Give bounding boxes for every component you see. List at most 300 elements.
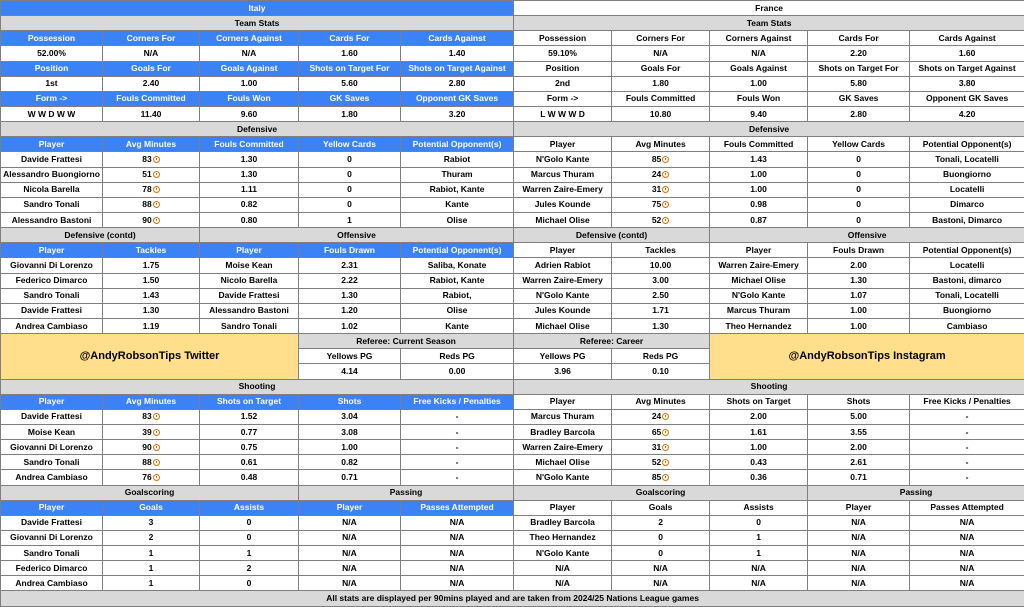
cell-text: Locatelli bbox=[950, 260, 984, 270]
cell-text: Cambiaso bbox=[947, 321, 988, 331]
avg-minutes bbox=[612, 197, 710, 212]
opponent bbox=[401, 152, 514, 167]
cell-text: Offensive bbox=[337, 230, 376, 240]
stopwatch-icon bbox=[153, 217, 160, 224]
cell-text: 1.60 bbox=[959, 48, 976, 58]
stat-value bbox=[200, 455, 299, 470]
cell-text: 5.80 bbox=[850, 78, 867, 88]
cell-text: N/A bbox=[851, 532, 866, 542]
cell-text: 85 bbox=[652, 154, 661, 164]
cell-text: Sandro Tonali bbox=[23, 548, 79, 558]
player-name bbox=[514, 318, 612, 333]
stat-value bbox=[808, 273, 910, 288]
stopwatch-icon bbox=[153, 474, 160, 481]
cell-text: 2.00 bbox=[750, 411, 767, 421]
cell-text: 4.20 bbox=[959, 109, 976, 119]
stopwatch-icon bbox=[153, 201, 160, 208]
cell-text: 9.40 bbox=[750, 109, 767, 119]
cell-text: 78 bbox=[142, 184, 151, 194]
cell-text: 0.87 bbox=[750, 215, 767, 225]
player-name bbox=[514, 576, 612, 591]
stat-value bbox=[910, 561, 1024, 576]
stat-value bbox=[401, 424, 514, 439]
cell-text: Goalscoring bbox=[636, 487, 686, 497]
table-row bbox=[1, 167, 1024, 182]
column-header bbox=[200, 91, 299, 106]
cell-text: 1.43 bbox=[750, 154, 767, 164]
cell-text: 0 bbox=[247, 532, 252, 542]
column-header bbox=[710, 61, 808, 76]
stat-value bbox=[299, 167, 401, 182]
player-name bbox=[514, 258, 612, 273]
stopwatch-icon bbox=[662, 413, 669, 420]
stat-value bbox=[401, 364, 514, 379]
cell-text: 1.30 bbox=[850, 275, 867, 285]
avg-minutes bbox=[103, 167, 200, 182]
player-name bbox=[1, 303, 103, 318]
cell-text: Corners For bbox=[127, 33, 176, 43]
cell-text: 0.61 bbox=[241, 457, 258, 467]
column-header bbox=[299, 349, 401, 364]
cell-text: Passing bbox=[900, 487, 933, 497]
stat-value bbox=[710, 106, 808, 121]
cell-text: Opponent GK Saves bbox=[926, 93, 1008, 103]
player-name bbox=[808, 546, 910, 561]
avg-minutes bbox=[612, 212, 710, 227]
stat-value bbox=[200, 152, 299, 167]
stat-value bbox=[401, 515, 514, 530]
cell-text: Player bbox=[39, 245, 65, 255]
cell-text: 0.10 bbox=[652, 366, 669, 376]
opponent bbox=[401, 318, 514, 333]
cell-text: - bbox=[966, 411, 969, 421]
cell-text: Fouls Committed bbox=[116, 93, 185, 103]
stat-value bbox=[514, 46, 612, 61]
cell-text: 0.36 bbox=[750, 472, 767, 482]
table-row bbox=[1, 46, 1024, 61]
stopwatch-icon bbox=[153, 186, 160, 193]
avg-minutes bbox=[612, 455, 710, 470]
cell-text: N'Golo Kante bbox=[536, 548, 590, 558]
cell-text: 2.31 bbox=[341, 260, 358, 270]
cell-text: 0 bbox=[756, 517, 761, 527]
column-header bbox=[514, 91, 612, 106]
cell-text: GK Saves bbox=[330, 93, 370, 103]
cell-text: N/A bbox=[450, 532, 465, 542]
cell-text: Player bbox=[337, 502, 363, 512]
cell-text: 0 bbox=[856, 154, 861, 164]
cell-text: Olise bbox=[447, 215, 468, 225]
cell-text: N/A bbox=[653, 48, 668, 58]
cell-text: Defensive (contd) bbox=[64, 230, 135, 240]
cell-text: Jules Kounde bbox=[535, 305, 591, 315]
stat-value bbox=[299, 258, 401, 273]
cell-text: Passes Attempted bbox=[420, 502, 493, 512]
column-header bbox=[910, 137, 1024, 152]
stat-value bbox=[299, 182, 401, 197]
stat-value bbox=[200, 561, 299, 576]
player-name bbox=[200, 273, 299, 288]
cell-text: Defensive (contd) bbox=[576, 230, 647, 240]
stat-value bbox=[612, 273, 710, 288]
cell-text: 1.07 bbox=[850, 290, 867, 300]
stat-value bbox=[401, 440, 514, 455]
table-row bbox=[1, 1, 1024, 16]
column-header bbox=[910, 500, 1024, 515]
table-row bbox=[1, 182, 1024, 197]
stat-value bbox=[103, 530, 200, 545]
cell-text: N/A bbox=[751, 48, 766, 58]
cell-text: Giovanni Di Lorenzo bbox=[10, 442, 93, 452]
section-header bbox=[808, 485, 1024, 500]
cell-text: Warren Zaire-Emery bbox=[522, 442, 602, 452]
stat-value bbox=[710, 470, 808, 485]
stat-value bbox=[910, 515, 1024, 530]
player-name bbox=[299, 576, 401, 591]
player-name bbox=[1, 167, 103, 182]
stat-value bbox=[612, 76, 710, 91]
cell-text: Jules Kounde bbox=[535, 199, 591, 209]
column-header bbox=[1, 500, 103, 515]
cell-text: 88 bbox=[142, 457, 151, 467]
stat-value bbox=[808, 409, 910, 424]
column-header bbox=[612, 61, 710, 76]
stat-value bbox=[710, 409, 808, 424]
cell-text: - bbox=[966, 442, 969, 452]
cell-text: 0.75 bbox=[241, 442, 258, 452]
stat-value bbox=[710, 424, 808, 439]
stat-value bbox=[910, 424, 1024, 439]
cell-text: 1.75 bbox=[143, 260, 160, 270]
column-header bbox=[808, 243, 910, 258]
cell-text: Adrien Rabiot bbox=[535, 260, 591, 270]
stat-value bbox=[612, 318, 710, 333]
table-row bbox=[1, 273, 1024, 288]
cell-text: Michael Olise bbox=[731, 275, 785, 285]
column-header bbox=[910, 394, 1024, 409]
cell-text: 1.80 bbox=[341, 109, 358, 119]
player-name bbox=[514, 515, 612, 530]
stat-value bbox=[299, 46, 401, 61]
column-header bbox=[808, 31, 910, 46]
stat-value bbox=[612, 288, 710, 303]
cell-text: N/A bbox=[342, 517, 357, 527]
cell-text: Rabiot, bbox=[443, 290, 472, 300]
column-header bbox=[401, 349, 514, 364]
cell-text: Goals bbox=[649, 502, 673, 512]
cell-text: N/A bbox=[342, 548, 357, 558]
cell-text: 0 bbox=[856, 169, 861, 179]
player-name bbox=[710, 318, 808, 333]
opponent bbox=[401, 212, 514, 227]
stat-value bbox=[200, 546, 299, 561]
cell-text: Corners Against bbox=[216, 33, 282, 43]
cell-text: N/A bbox=[555, 563, 570, 573]
stat-value bbox=[200, 424, 299, 439]
cell-text: Yellow Cards bbox=[323, 139, 376, 149]
cell-text: Nicolo Barella bbox=[221, 275, 278, 285]
cell-text: 2.80 bbox=[449, 78, 466, 88]
stat-value bbox=[612, 515, 710, 530]
cell-text: Shots on Target Against bbox=[408, 63, 505, 73]
cell-text: Cards Against bbox=[428, 33, 485, 43]
cell-text: Team Stats bbox=[747, 18, 792, 28]
stat-value bbox=[710, 212, 808, 227]
player-name bbox=[1, 288, 103, 303]
stat-value bbox=[710, 530, 808, 545]
cell-text: Cards For bbox=[329, 33, 369, 43]
stat-value bbox=[200, 530, 299, 545]
stopwatch-icon bbox=[153, 459, 160, 466]
team-title-italy bbox=[1, 1, 514, 16]
stat-value bbox=[299, 212, 401, 227]
cell-text: Free Kicks / Penalties bbox=[923, 396, 1010, 406]
cell-text: Rabiot, Kante bbox=[430, 184, 485, 194]
cell-text: 1 bbox=[149, 578, 154, 588]
cell-text: Moise Kean bbox=[28, 427, 75, 437]
cell-text: Bastoni, dimarco bbox=[933, 275, 1002, 285]
section-header bbox=[299, 485, 514, 500]
cell-text: Bastoni, Dimarco bbox=[932, 215, 1002, 225]
stat-value bbox=[808, 258, 910, 273]
stat-value bbox=[710, 561, 808, 576]
cell-text: Fouls Committed bbox=[214, 139, 283, 149]
player-name bbox=[710, 258, 808, 273]
cell-text: N/A bbox=[851, 578, 866, 588]
column-header bbox=[514, 137, 612, 152]
cell-text: N/A bbox=[851, 517, 866, 527]
cell-text: 52 bbox=[652, 215, 661, 225]
cell-text: Marcus Thuram bbox=[727, 305, 790, 315]
player-name bbox=[1, 273, 103, 288]
cell-text: N'Golo Kante bbox=[536, 154, 590, 164]
player-name bbox=[808, 530, 910, 545]
instagram-promo bbox=[710, 334, 1024, 379]
cell-text: Fouls Drawn bbox=[324, 245, 375, 255]
stat-value bbox=[612, 106, 710, 121]
cell-text: Fouls Won bbox=[227, 93, 270, 103]
cell-text: 65 bbox=[652, 427, 661, 437]
avg-minutes bbox=[612, 440, 710, 455]
player-name bbox=[200, 258, 299, 273]
avg-minutes bbox=[612, 167, 710, 182]
cell-text: N/A bbox=[851, 563, 866, 573]
cell-text: N'Golo Kante bbox=[536, 290, 590, 300]
cell-text: Michael Olise bbox=[535, 321, 589, 331]
opponent bbox=[910, 288, 1024, 303]
stat-value bbox=[103, 273, 200, 288]
cell-text: Federico Dimarco bbox=[16, 563, 88, 573]
cell-text: Player bbox=[550, 139, 576, 149]
cell-text: 0.71 bbox=[341, 472, 358, 482]
stat-value bbox=[910, 46, 1024, 61]
cell-text: 0 bbox=[658, 532, 663, 542]
cell-text: Davide Frattesi bbox=[21, 154, 82, 164]
avg-minutes bbox=[612, 470, 710, 485]
column-header bbox=[514, 243, 612, 258]
stat-value bbox=[710, 182, 808, 197]
player-name bbox=[1, 576, 103, 591]
stat-value bbox=[1, 46, 103, 61]
player-name bbox=[1, 515, 103, 530]
cell-text: 0 bbox=[347, 184, 352, 194]
cell-text: Sandro Tonali bbox=[23, 457, 79, 467]
cell-text: 39 bbox=[142, 427, 151, 437]
cell-text: 1 bbox=[347, 215, 352, 225]
cell-text: Player bbox=[550, 245, 576, 255]
section-header bbox=[514, 485, 808, 500]
cell-text: 3 bbox=[149, 517, 154, 527]
stat-value bbox=[103, 76, 200, 91]
cell-text: 2.22 bbox=[341, 275, 358, 285]
cell-text: Yellow Cards bbox=[832, 139, 885, 149]
opponent bbox=[401, 197, 514, 212]
column-header bbox=[808, 91, 910, 106]
cell-text: Possession bbox=[28, 33, 75, 43]
table-row bbox=[1, 197, 1024, 212]
cell-text: Buongiorno bbox=[943, 169, 991, 179]
table-row bbox=[1, 470, 1024, 485]
cell-text: - bbox=[966, 457, 969, 467]
cell-text: Locatelli bbox=[950, 184, 984, 194]
player-name bbox=[514, 212, 612, 227]
cell-text: - bbox=[456, 411, 459, 421]
cell-text: 2 bbox=[149, 532, 154, 542]
cell-text: - bbox=[456, 457, 459, 467]
avg-minutes bbox=[612, 152, 710, 167]
player-name bbox=[514, 303, 612, 318]
table-row bbox=[1, 591, 1024, 606]
stat-value bbox=[401, 455, 514, 470]
stat-value bbox=[103, 318, 200, 333]
table-row bbox=[1, 91, 1024, 106]
section-header bbox=[514, 334, 710, 349]
cell-text: Tackles bbox=[136, 245, 167, 255]
opponent bbox=[910, 182, 1024, 197]
cell-text: Alessandro Bastoni bbox=[12, 215, 92, 225]
cell-text: Shots bbox=[338, 396, 362, 406]
stat-value bbox=[299, 364, 401, 379]
stat-value bbox=[808, 167, 910, 182]
cell-text: Yellows PG bbox=[540, 351, 586, 361]
stat-value bbox=[200, 440, 299, 455]
cell-text: GK Saves bbox=[839, 93, 879, 103]
cell-text: N/A bbox=[450, 563, 465, 573]
table-row bbox=[1, 61, 1024, 76]
cell-text: Opponent GK Saves bbox=[416, 93, 498, 103]
cell-text: 1.30 bbox=[241, 169, 258, 179]
column-header bbox=[103, 61, 200, 76]
cell-text: Potential Opponent(s) bbox=[413, 245, 502, 255]
stat-value bbox=[808, 424, 910, 439]
cell-text: 90 bbox=[142, 442, 151, 452]
column-header bbox=[514, 61, 612, 76]
cell-text: @AndyRobsonTips Twitter bbox=[80, 350, 220, 362]
opponent bbox=[910, 318, 1024, 333]
cell-text: 10.00 bbox=[650, 260, 671, 270]
cell-text: Passing bbox=[390, 487, 423, 497]
stopwatch-icon bbox=[662, 201, 669, 208]
cell-text: W W D W W bbox=[28, 109, 76, 119]
stat-value bbox=[401, 470, 514, 485]
cell-text: Kante bbox=[445, 199, 469, 209]
stat-value bbox=[299, 197, 401, 212]
player-name bbox=[514, 288, 612, 303]
cell-text: 0 bbox=[856, 184, 861, 194]
cell-text: N/A bbox=[144, 48, 159, 58]
stat-value bbox=[299, 76, 401, 91]
cell-text: 0 bbox=[247, 517, 252, 527]
cell-text: - bbox=[456, 472, 459, 482]
cell-text: Player bbox=[550, 396, 576, 406]
cell-text: Potential Opponent(s) bbox=[923, 139, 1012, 149]
cell-text: 51 bbox=[142, 169, 151, 179]
cell-text: N/A bbox=[342, 578, 357, 588]
cell-text: 24 bbox=[652, 411, 661, 421]
stat-value bbox=[910, 470, 1024, 485]
cell-text: Avg Minutes bbox=[635, 139, 685, 149]
cell-text: 9.60 bbox=[241, 109, 258, 119]
stopwatch-icon bbox=[153, 413, 160, 420]
cell-text: - bbox=[966, 472, 969, 482]
player-name bbox=[710, 303, 808, 318]
cell-text: Shooting bbox=[239, 381, 276, 391]
cell-text: France bbox=[755, 3, 783, 13]
stopwatch-icon bbox=[662, 171, 669, 178]
cell-text: 0 bbox=[347, 154, 352, 164]
column-header bbox=[103, 137, 200, 152]
cell-text: 11.40 bbox=[141, 109, 162, 119]
cell-text: 1.43 bbox=[143, 290, 160, 300]
stat-value bbox=[200, 212, 299, 227]
stat-value bbox=[200, 106, 299, 121]
cell-text: Alessandro Buongiorno bbox=[3, 169, 100, 179]
player-name bbox=[514, 530, 612, 545]
cell-text: Reds PG bbox=[439, 351, 474, 361]
cell-text: Sandro Tonali bbox=[23, 290, 79, 300]
player-name bbox=[299, 530, 401, 545]
avg-minutes bbox=[103, 152, 200, 167]
cell-text: Player bbox=[39, 396, 65, 406]
column-header bbox=[200, 243, 299, 258]
avg-minutes bbox=[103, 455, 200, 470]
stat-value bbox=[401, 530, 514, 545]
column-header bbox=[401, 137, 514, 152]
cell-text: 83 bbox=[142, 154, 151, 164]
column-header bbox=[612, 349, 710, 364]
stat-value bbox=[710, 152, 808, 167]
column-header bbox=[401, 243, 514, 258]
player-name bbox=[1, 197, 103, 212]
cell-text: 1.19 bbox=[143, 321, 160, 331]
twitter-promo bbox=[1, 334, 299, 379]
stat-value bbox=[808, 76, 910, 91]
cell-text: All stats are displayed per 90mins played and are taken from 2024/25 Nations League games bbox=[326, 593, 699, 603]
cell-text: 1.60 bbox=[341, 48, 358, 58]
cell-text: 2.00 bbox=[850, 260, 867, 270]
cell-text: N/A bbox=[751, 578, 766, 588]
stat-value bbox=[299, 409, 401, 424]
column-header bbox=[514, 394, 612, 409]
table-row bbox=[1, 106, 1024, 121]
cell-text: Avg Minutes bbox=[635, 396, 685, 406]
footer-note bbox=[1, 591, 1024, 606]
cell-text: 83 bbox=[142, 411, 151, 421]
cell-text: 2 bbox=[658, 517, 663, 527]
cell-text: Fouls Drawn bbox=[833, 245, 884, 255]
stat-value bbox=[103, 561, 200, 576]
cell-text: N/A bbox=[450, 578, 465, 588]
